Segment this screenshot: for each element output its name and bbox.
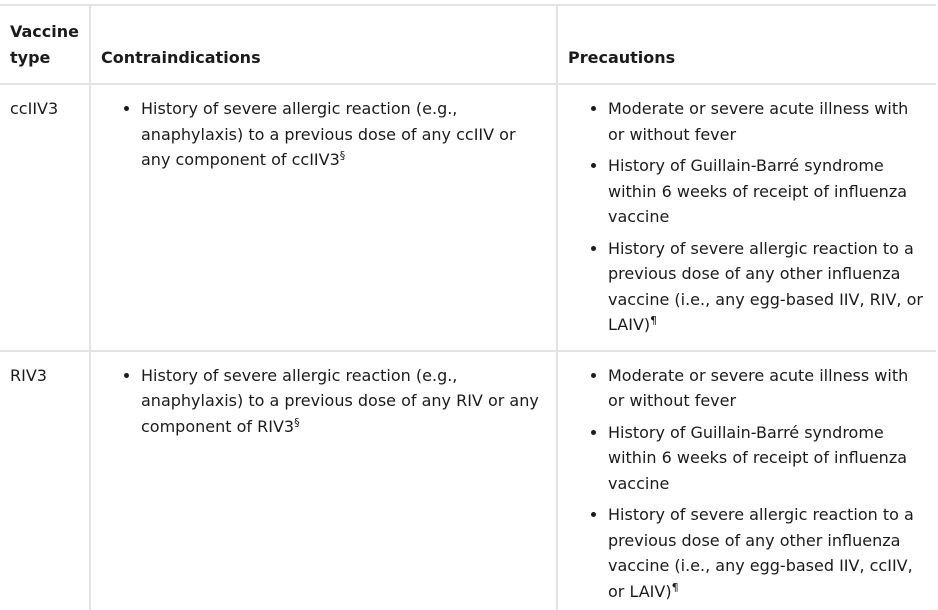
contraindications-cell [90, 84, 557, 351]
table-header-row [0, 5, 936, 84]
footnote-marker: § [339, 149, 346, 162]
vaccine-type-cell: RIV3 [0, 351, 90, 610]
list-item-text: History of severe allergic reaction (e.g., anaphylaxis) to a previous dose of any ccIIV or any component of ccIIV3 [141, 99, 516, 169]
list-item [141, 96, 546, 173]
list-item-text: History of Guillain-Barré syndrome within 6 weeks of receipt of influenza vaccine [608, 422, 908, 493]
list-item [608, 502, 924, 604]
list-item [608, 96, 924, 147]
list-item [608, 236, 924, 338]
footnote-marker: § [294, 415, 300, 429]
list-item-text: Moderate or severe acute illness with or without fever [608, 365, 909, 410]
contraindications-cell [90, 351, 557, 610]
contraindications-list [101, 96, 546, 173]
vaccine-type-cell: ccIIV3 [0, 84, 90, 351]
list-item-text: History of severe allergic reaction to a previous dose of any other influenza vaccine (i.e., any egg-based IIV, RIV, or LAIV) [608, 238, 923, 334]
table-row [0, 84, 936, 351]
precautions-list [568, 96, 924, 338]
header-precautions: Precautions [557, 5, 936, 84]
list-item-text: History of severe allergic reaction (e.g., anaphylaxis) to a previous dose of any RIV or any component of RIV3 [141, 365, 539, 436]
list-item [141, 363, 546, 440]
list-item-text: History of severe allergic reaction to a previous dose of any other influenza vaccine (i.e., any egg-based IIV, ccIIV, or LAIV) [608, 505, 914, 601]
footnote-marker: ¶ [650, 314, 658, 327]
list-item [608, 153, 924, 230]
table-row [0, 351, 936, 610]
list-item-text: History of Guillain-Barré syndrome within 6 weeks of receipt of influenza vaccine [608, 156, 908, 226]
footnote-marker: ¶ [671, 580, 679, 594]
header-contraindications: Contraindications [90, 5, 557, 84]
contraindications-list [101, 363, 546, 440]
precautions-list [568, 363, 924, 605]
precautions-cell [557, 351, 936, 610]
list-item-text: Moderate or severe acute illness with or without fever [608, 99, 909, 144]
header-vaccine-type: Vaccine type [0, 5, 90, 84]
list-item [608, 363, 924, 414]
list-item [608, 420, 924, 497]
precautions-cell [557, 84, 936, 351]
contraindications-precautions-table [0, 4, 936, 610]
